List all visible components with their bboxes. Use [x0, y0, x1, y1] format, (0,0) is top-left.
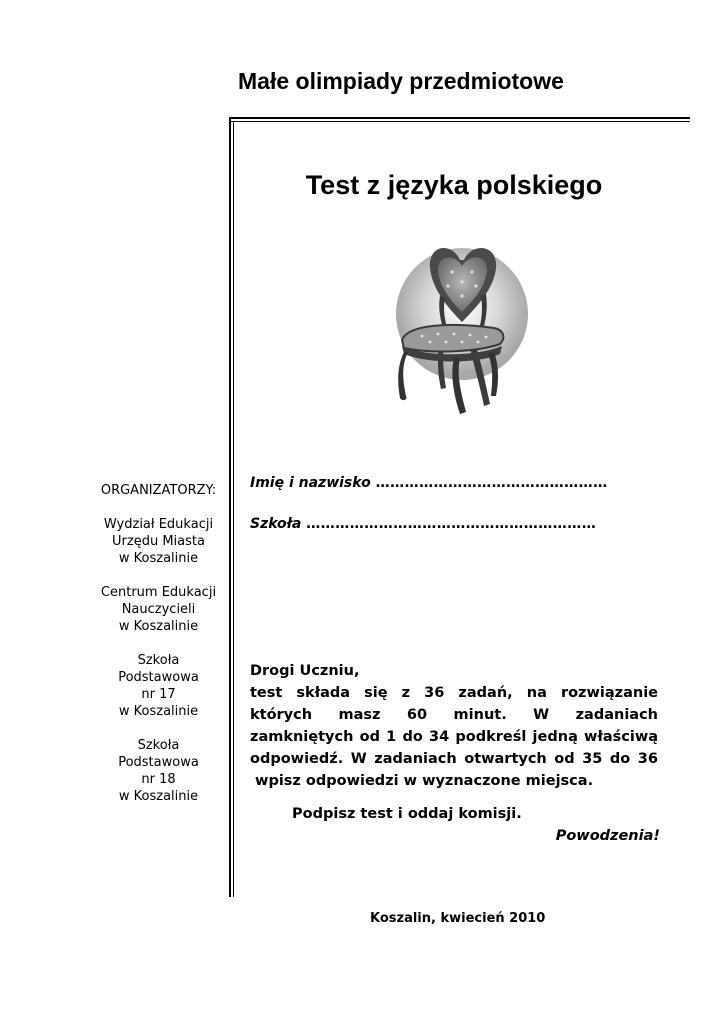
frame-left-line-inner	[233, 121, 234, 897]
instruction-line: zamkniętych od 1 do 34 podkreśl jedną właściwą	[250, 729, 658, 745]
instruction-line-last: wpisz odpowiedzi w wyznaczone miejsca.	[250, 773, 594, 789]
organizer-line: Centrum Edukacji	[100, 585, 217, 600]
chair-illustration	[382, 236, 532, 426]
sign-instruction: Podpisz test i oddaj komisji.	[292, 806, 522, 822]
school-field[interactable]	[250, 516, 596, 532]
name-field[interactable]	[250, 475, 608, 491]
organizer-line: nr 17	[141, 687, 176, 702]
organizer-line: Podstawowa	[118, 670, 199, 685]
organizer-block	[90, 584, 227, 635]
school-field-label: Szkoła	[250, 516, 302, 532]
organizer-line: w Koszalinie	[118, 551, 199, 566]
organizer-line: w Koszalinie	[118, 789, 199, 804]
frame-top-line-inner	[229, 121, 690, 122]
school-field-dots: ……………………………………………………	[306, 516, 597, 532]
greeting: Drogi Uczniu,	[250, 663, 360, 679]
instruction-line: których masz 60 minut. W zadaniach	[250, 707, 658, 723]
organizer-line: Nauczycieli	[121, 602, 196, 617]
organizer-line: w Koszalinie	[118, 704, 199, 719]
organizer-line: Podstawowa	[118, 755, 199, 770]
organizer-line: w Koszalinie	[118, 619, 199, 634]
organizer-line: Szkoła	[137, 738, 180, 753]
place-date: Koszalin, kwiecień 2010	[370, 911, 546, 926]
organizer-line: Urzędu Miasta	[112, 534, 205, 549]
frame-top-line	[229, 117, 690, 119]
organizer-line: Wydział Edukacji	[103, 517, 214, 532]
organizers-sidebar	[90, 482, 227, 822]
frame-left-line	[229, 117, 231, 897]
instruction-line: test składa się z 36 zadań, na rozwiązanie	[250, 685, 658, 701]
organizer-block	[90, 516, 227, 567]
good-luck-text: Powodzenia!	[555, 828, 660, 844]
instruction-line: odpowiedź. W zadaniach otwartych od 35 do 36	[250, 751, 658, 767]
name-field-label: Imię i nazwisko	[250, 475, 371, 491]
test-title: Test z języka polskiego	[305, 170, 603, 200]
name-field-dots: …………………………………………	[375, 475, 608, 491]
page-header-title: Małe olimpiady przedmiotowe	[238, 68, 564, 94]
organizer-block	[90, 652, 227, 720]
organizer-block	[90, 737, 227, 805]
organizer-line: nr 18	[141, 772, 176, 787]
organizer-line: Szkoła	[137, 653, 180, 668]
organizers-heading: ORGANIZATORZY:	[100, 483, 217, 498]
instructions-block	[250, 660, 658, 792]
